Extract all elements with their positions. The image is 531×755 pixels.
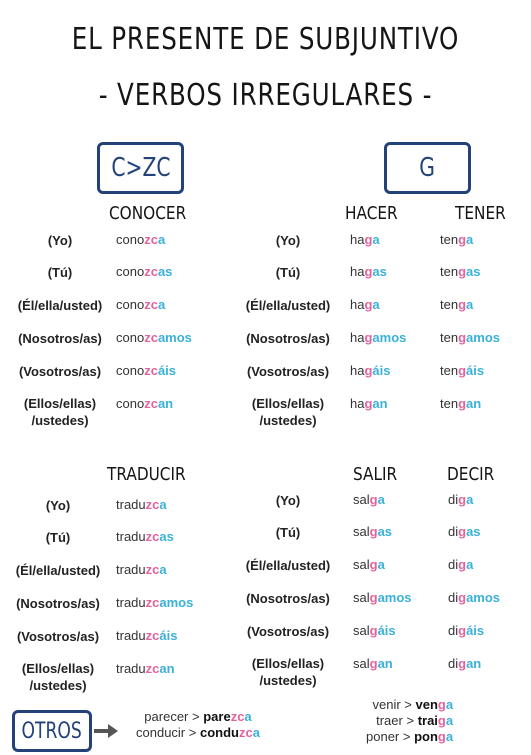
pronoun-label: /ustedes) (31, 413, 89, 428)
otros-item (366, 729, 453, 745)
verb-ending: amos (377, 590, 412, 605)
verb-form (448, 656, 481, 671)
verb-stem: di (448, 656, 459, 671)
verb-form (353, 524, 392, 539)
verb-form (116, 330, 192, 345)
verb-stem: ten (440, 396, 459, 411)
verb-ending: a (466, 492, 474, 507)
heading-decir: DECIR (447, 464, 495, 485)
heading-tener: TENER (455, 203, 506, 224)
pronoun-label: (Ellos/ellas) (23, 396, 97, 411)
verb-stem: ha (350, 396, 365, 411)
verb-form (448, 492, 473, 507)
verb-ending: an (157, 396, 174, 411)
verb-ending: a (372, 232, 380, 247)
verb-ending: as (159, 529, 174, 544)
heading-traducir: TRADUCIR (107, 464, 186, 485)
irregular-segment: zc (145, 529, 160, 544)
irregular-segment: zc (145, 595, 160, 610)
otros-right-list (366, 697, 453, 745)
pronoun-label: /ustedes) (259, 673, 317, 688)
irregular-segment: g (458, 557, 467, 572)
verb-ending: amos (157, 330, 192, 345)
verb-ending: an (466, 396, 482, 411)
verb-stem: di (448, 557, 459, 572)
irregular-segment: g (364, 264, 373, 279)
verb-form (116, 264, 172, 279)
verb-stem: di (448, 590, 459, 605)
czc-group-box (97, 142, 184, 194)
irregular-segment: g (364, 232, 373, 247)
verb-form (350, 363, 391, 378)
verb-ending: a (159, 497, 167, 512)
verb-ending: áis (157, 363, 177, 378)
irregular-segment: g (369, 492, 378, 507)
heading-salir: SALIR (353, 464, 398, 485)
irregular-segment: g (437, 713, 446, 728)
otros-infinitive: traer (376, 713, 403, 728)
irregular-segment: g (458, 590, 467, 605)
pronoun-label: (Él/ella/usted) (245, 558, 331, 573)
verb-stem: cono (116, 363, 145, 378)
pronoun-label: (Tú) (45, 530, 71, 545)
verb-ending: áis (159, 628, 178, 643)
otros-group-box (12, 710, 92, 752)
pronoun-label: (Yo) (275, 233, 301, 248)
otros-arrow: > (402, 729, 411, 744)
verb-ending: an (159, 661, 175, 676)
verb-form (350, 264, 387, 279)
verb-stem: ten (440, 363, 459, 378)
verb-stem: cono (116, 297, 145, 312)
verb-ending: as (377, 524, 393, 539)
verb-form (440, 330, 500, 345)
verb-stem: sal (353, 492, 370, 507)
pronoun-label: (Tú) (275, 265, 301, 280)
verb-ending: a (466, 557, 474, 572)
verb-ending: an (377, 656, 393, 671)
irregular-segment: g (364, 396, 373, 411)
verb-form (116, 661, 175, 676)
irregular-segment: zc (145, 628, 160, 643)
pronoun-label: (Yo) (275, 493, 301, 508)
verb-stem: sal (353, 623, 370, 638)
irregular-segment: g (369, 656, 378, 671)
g-group-label: G (419, 153, 436, 183)
verb-ending: a (252, 725, 260, 740)
pronoun-label: (Ellos/ellas) (251, 656, 325, 671)
irregular-segment: g (458, 656, 467, 671)
verb-form (440, 363, 484, 378)
otros-form (418, 713, 453, 728)
verb-ending: a (159, 562, 167, 577)
verb-form (116, 529, 174, 544)
verb-stem: pon (414, 729, 438, 744)
pronoun-label: (Ellos/ellas) (21, 661, 95, 676)
verb-form (353, 557, 385, 572)
irregular-segment: g (369, 524, 378, 539)
pronoun-label: (Vosotros/as) (18, 364, 102, 379)
verb-stem: sal (353, 557, 370, 572)
irregular-segment: g (458, 623, 467, 638)
otros-left-list (136, 709, 260, 741)
verb-stem: cono (116, 232, 145, 247)
pronoun-label: (Él/ella/usted) (15, 563, 101, 578)
otros-infinitive: conducir (136, 725, 186, 740)
irregular-segment: g (458, 492, 467, 507)
title-line-1: EL PRESENTE DE SUBJUNTIVO (71, 22, 460, 57)
irregular-segment: g (458, 524, 467, 539)
verb-ending: as (372, 264, 387, 279)
verb-ending: a (372, 297, 380, 312)
otros-form (414, 729, 453, 744)
irregular-segment: zc (145, 497, 160, 512)
czc-group-label: C>ZC (110, 153, 171, 183)
irregular-segment: g (364, 363, 373, 378)
otros-arrow: > (188, 725, 197, 740)
verb-form (116, 297, 165, 312)
verb-form (116, 396, 173, 411)
verb-form (448, 590, 500, 605)
heading-hacer: HACER (345, 203, 398, 224)
verb-stem: tradu (116, 562, 146, 577)
verb-form (116, 562, 167, 577)
verb-stem: ten (440, 330, 459, 345)
verb-stem: tradu (116, 628, 146, 643)
verb-stem: ha (350, 297, 365, 312)
verb-stem: sal (353, 524, 370, 539)
irregular-segment: zc (145, 661, 160, 676)
verb-ending: as (157, 264, 173, 279)
irregular-segment: zc (144, 330, 158, 345)
irregular-segment: zc (144, 232, 158, 247)
verb-ending: amos (466, 590, 501, 605)
verb-form (353, 656, 393, 671)
irregular-segment: zc (238, 725, 253, 740)
verb-stem: trai (417, 713, 438, 728)
verb-form (448, 557, 473, 572)
verb-form (116, 595, 193, 610)
verb-ending: a (445, 729, 454, 744)
verb-stem: sal (353, 590, 370, 605)
irregular-segment: g (369, 623, 378, 638)
irregular-segment: g (437, 729, 446, 744)
title-line-2: - VERBOS IRREGULARES - (98, 78, 433, 113)
irregular-segment: g (437, 697, 446, 712)
verb-form (440, 264, 481, 279)
verb-ending: an (372, 396, 388, 411)
verb-ending: amos (372, 330, 407, 345)
verb-ending: amos (159, 595, 194, 610)
otros-infinitive: venir (372, 697, 401, 712)
verb-stem: di (448, 524, 459, 539)
verb-stem: condu (199, 725, 239, 740)
pronoun-label: (Vosotros/as) (16, 629, 100, 644)
verb-stem: sal (353, 656, 370, 671)
pronoun-label: (Yo) (45, 498, 71, 513)
otros-infinitive: poner (366, 729, 400, 744)
verb-form (440, 232, 473, 247)
verb-form (353, 623, 396, 638)
otros-infinitive: parecer (144, 709, 189, 724)
irregular-segment: g (458, 396, 467, 411)
pronoun-label: /ustedes) (29, 678, 87, 693)
verb-ending: áis (466, 363, 485, 378)
verb-form (448, 623, 484, 638)
verb-form (440, 297, 473, 312)
verb-stem: cono (116, 264, 145, 279)
otros-arrow: > (404, 697, 412, 712)
verb-stem: cono (116, 396, 145, 411)
verb-stem: ha (350, 232, 365, 247)
otros-form (416, 697, 454, 712)
irregular-segment: g (369, 557, 378, 572)
verb-stem: tradu (116, 497, 146, 512)
verb-form (116, 497, 167, 512)
arrow-right-icon (93, 722, 119, 740)
verb-stem: ten (440, 297, 459, 312)
pronoun-label: (Tú) (47, 265, 73, 280)
pronoun-label: (Nosotros/as) (18, 331, 102, 346)
verb-form (116, 363, 176, 378)
pronoun-label: (Él/ella/usted) (245, 298, 331, 313)
verb-ending: áis (377, 623, 396, 638)
otros-arrow: > (406, 713, 415, 728)
irregular-segment: zc (144, 363, 158, 378)
pronoun-label: (Nosotros/as) (246, 591, 330, 606)
pronoun-label: (Ellos/ellas) (251, 396, 325, 411)
verb-ending: a (157, 297, 166, 312)
verb-form (353, 492, 385, 507)
verb-stem: di (448, 623, 459, 638)
irregular-segment: g (458, 232, 467, 247)
verb-stem: tradu (116, 529, 146, 544)
pronoun-label: (Yo) (47, 233, 73, 248)
verb-ending: a (377, 557, 385, 572)
verb-form (116, 232, 165, 247)
pronoun-label: (Él/ella/usted) (17, 298, 103, 313)
verb-form (350, 232, 380, 247)
verb-stem: ten (440, 232, 459, 247)
pronoun-label: (Tú) (275, 525, 301, 540)
otros-item (366, 697, 453, 713)
verb-stem: tradu (116, 661, 146, 676)
verb-stem: ha (350, 363, 365, 378)
verb-form (350, 330, 406, 345)
verb-stem: di (448, 492, 459, 507)
verb-ending: a (466, 297, 474, 312)
verb-stem: ven (415, 697, 438, 712)
verb-ending: a (466, 232, 474, 247)
irregular-segment: g (364, 297, 373, 312)
verb-form (350, 396, 388, 411)
irregular-segment: zc (144, 297, 158, 312)
verb-stem: tradu (116, 595, 146, 610)
irregular-segment: zc (230, 709, 245, 724)
verb-ending: as (466, 524, 481, 539)
verb-stem: cono (116, 330, 145, 345)
verb-ending: as (466, 264, 481, 279)
verb-ending: a (445, 697, 454, 712)
irregular-segment: g (458, 330, 467, 345)
verb-form (440, 396, 481, 411)
verb-stem: ha (350, 264, 365, 279)
otros-item (366, 713, 453, 729)
verb-ending: a (157, 232, 166, 247)
verb-ending: áis (466, 623, 485, 638)
irregular-segment: zc (144, 264, 158, 279)
verb-stem: ha (350, 330, 365, 345)
irregular-segment: g (364, 330, 373, 345)
pronoun-label: (Vosotros/as) (246, 624, 330, 639)
verb-ending: a (377, 492, 385, 507)
pronoun-label: /ustedes) (259, 413, 317, 428)
pronoun-label: (Nosotros/as) (16, 596, 100, 611)
otros-form (200, 725, 260, 740)
verb-stem: ten (440, 264, 459, 279)
verb-form (353, 590, 412, 605)
verb-ending: an (466, 656, 482, 671)
verb-ending: a (244, 709, 252, 724)
verb-ending: amos (466, 330, 500, 345)
otros-group-label: OTROS (21, 718, 83, 744)
irregular-segment: g (369, 590, 378, 605)
heading-conocer: CONOCER (109, 203, 187, 224)
irregular-segment: zc (144, 396, 158, 411)
irregular-segment: g (458, 363, 467, 378)
otros-form (203, 709, 251, 724)
g-group-box (384, 142, 471, 194)
verb-ending: áis (372, 363, 391, 378)
irregular-segment: g (458, 297, 467, 312)
otros-item (136, 725, 260, 741)
verb-form (116, 628, 177, 643)
verb-form (350, 297, 380, 312)
otros-arrow: > (192, 709, 200, 724)
irregular-segment: g (458, 264, 467, 279)
otros-item (136, 709, 260, 725)
verb-stem: pare (203, 709, 231, 724)
pronoun-label: (Vosotros/as) (246, 364, 330, 379)
irregular-segment: zc (145, 562, 160, 577)
verb-form (448, 524, 481, 539)
verb-ending: a (445, 713, 454, 728)
pronoun-label: (Nosotros/as) (246, 331, 330, 346)
